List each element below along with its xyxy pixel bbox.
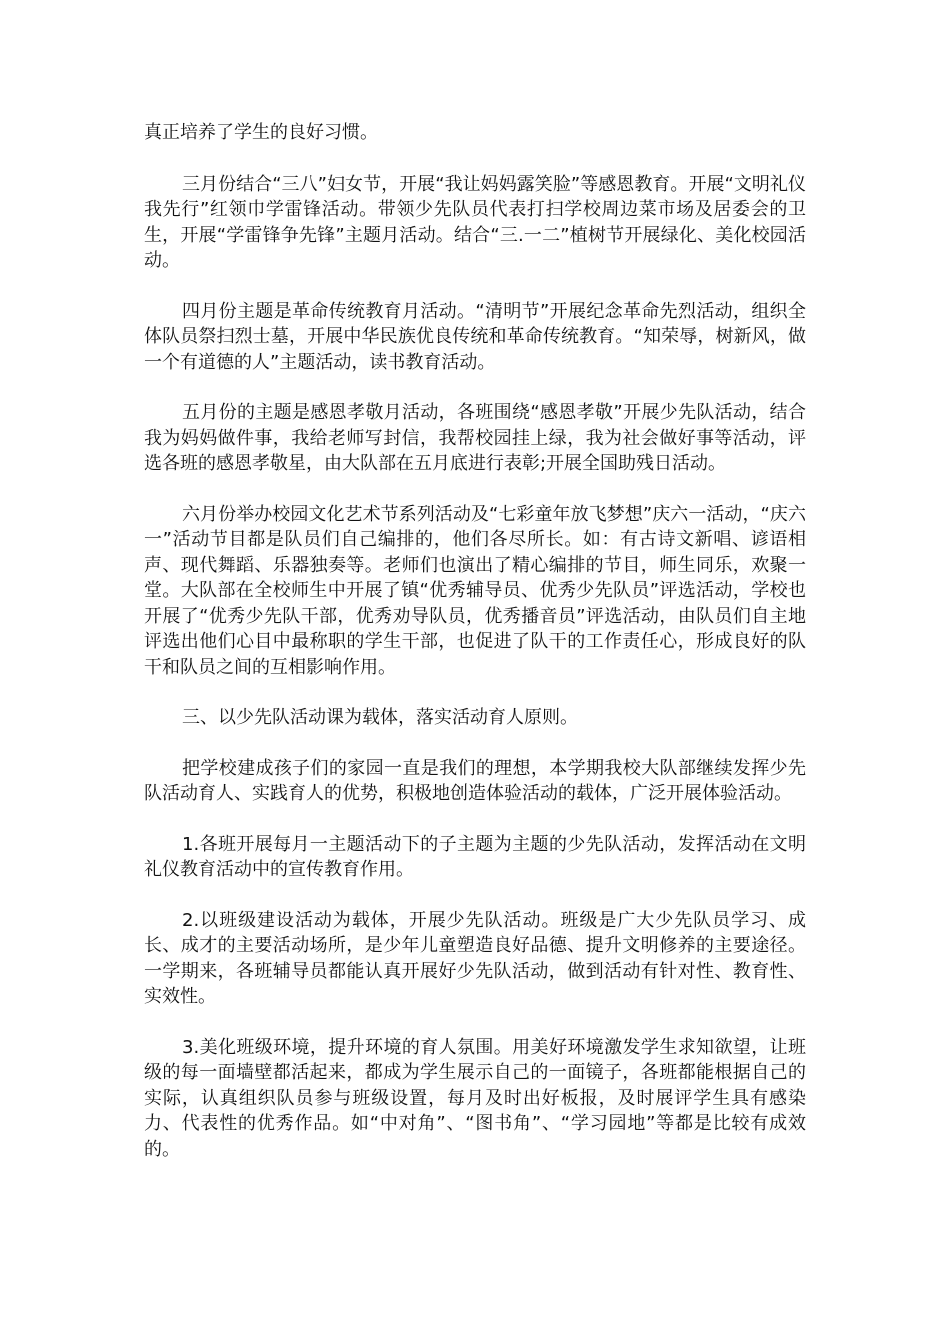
- document-body: [144, 120, 806, 1187]
- paragraph-item-2: 2.以班级建设活动为载体，开展少先队活动。班级是广大少先队员学习、成长、成才的主要活动场所，是少年儿童塑造良好品德、提升文明修养的主要途径。一学期来，各班辅导员都能认真开展好少先队活动，做到活动有针对性、教育性、实效性。: [144, 909, 806, 1007]
- section-heading-three: 三、以少先队活动课为载体，落实活动育人原则。: [182, 707, 578, 728]
- paragraph-may: 五月份的主题是感恩孝敬月活动，各班围绕“感恩孝敬”开展少先队活动，结合我为妈妈做件事，我给老师写封信，我帮校园挂上绿，我为社会做好事等活动，评选各班的感恩孝敬星，由大队部在五月底进行表彰;开展全国助残日活动。: [144, 402, 806, 474]
- paragraph-item-3: 3.美化班级环境，提升环境的育人氛围。用美好环境激发学生求知欲望，让班级的每一面墙壁都活起来，都成为学生展示自己的一面镜子，各班都能根据自己的实际，认真组织队员参与班级设置，每月及时出好板报，及时展评学生具有感染力、代表性的优秀作品。如“中对角”、“图书角”、“学习园地”等都是比较有成效的。: [144, 1036, 806, 1160]
- paragraph-april: 四月份主题是革命传统教育月活动。“清明节”开展纪念革命先烈活动，组织全体队员祭扫烈士墓，开展中华民族优良传统和革命传统教育。“知荣辱，树新风，做一个有道德的人”主题活动，读书教育活动。: [144, 300, 806, 373]
- paragraph-continuation: 真正培养了学生的良好习惯。: [144, 122, 378, 143]
- paragraph-march: 三月份结合“三八”妇女节，开展“我让妈妈露笑脸”等感恩教育。开展“文明礼仪我先行”红领巾学雷锋活动。带领少先队员代表打扫学校周边菜市场及居委会的卫生，开展“学雷锋争先锋”主题月活动。结合“三.一二”植树节开展绿化、美化校园活动。: [144, 173, 806, 271]
- paragraph-item-1: 1.各班开展每月一主题活动下的子主题为主题的少先队活动，发挥活动在文明礼仪教育活动中的宣传教育作用。: [144, 833, 806, 880]
- paragraph-june: 六月份举办校园文化艺术节系列活动及“七彩童年放飞梦想”庆六一活动，“庆六一”活动节目都是队员们自己编排的，他们各尽所长。如：有古诗文新唱、谚语相声、现代舞蹈、乐器独奏等。老师们也演出了精心编排的节目，师生同乐，欢聚一堂。大队部在全校师生中开展了镇“优秀辅导员、优秀少先队员”评选活动，学校也开展了“优秀少先队干部，优秀劝导队员，优秀播音员”评选活动，由队员们自主地评选出他们心目中最称职的学生干部，也促进了队干的工作责任心，形成良好的队干和队员之间的互相影响作用。: [144, 503, 806, 678]
- paragraph-intro: 把学校建成孩子们的家园一直是我们的理想，本学期我校大队部继续发挥少先队活动育人、实践育人的优势，积极地创造体验活动的载体，广泛开展体验活动。: [144, 757, 806, 804]
